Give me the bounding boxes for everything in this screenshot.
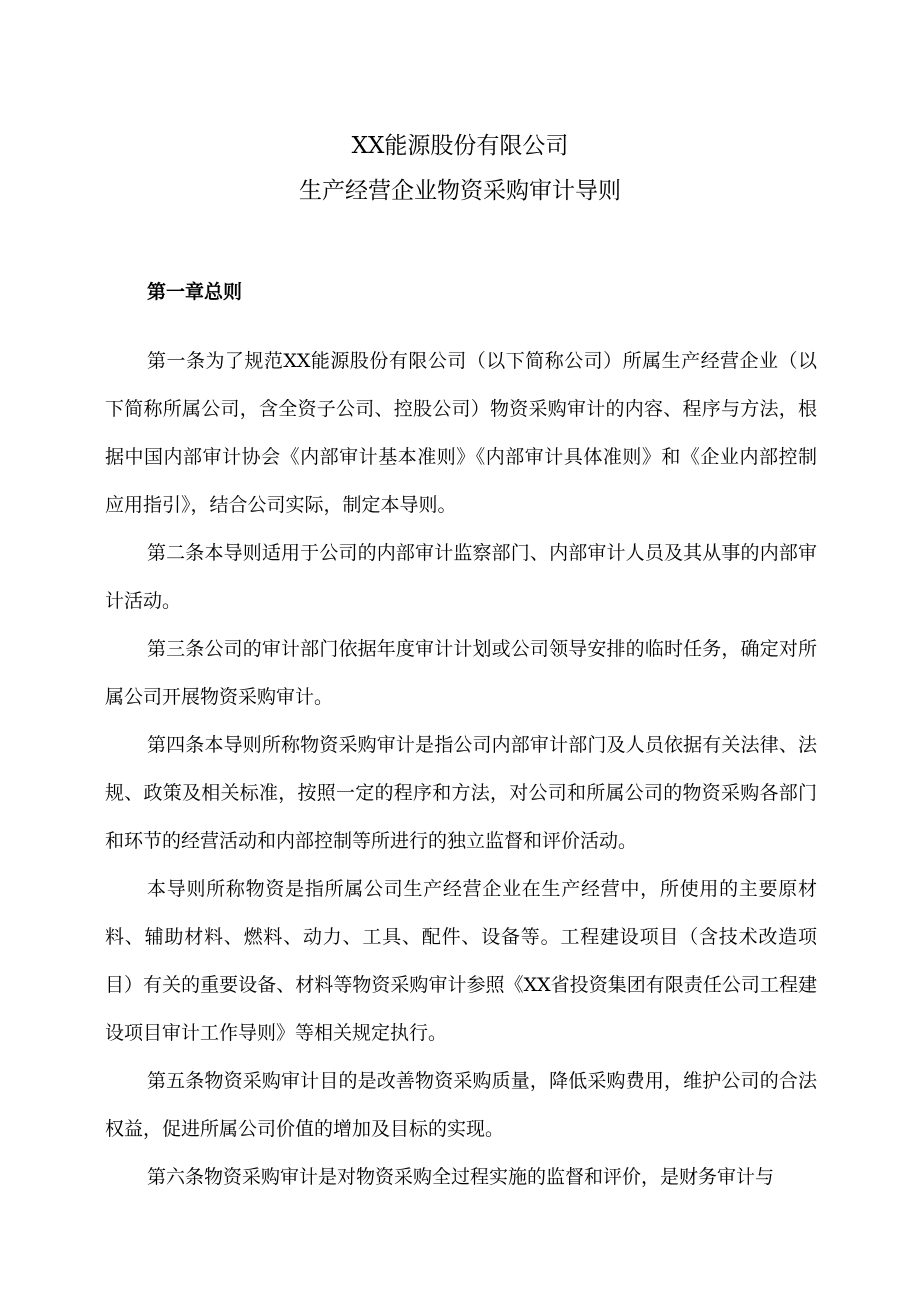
document-title-subject: 生产经营企业物资采购审计导则: [299, 178, 621, 204]
chapter-heading: 第一章总则: [147, 281, 243, 303]
article-6-paragraph: 第六条物资采购审计是对物资采购全过程实施的监督和评价，是财务审计与: [147, 1166, 775, 1188]
materials-definition-paragraph: 本导则所称物资是指所属公司生产经营企业在生产经营中，所使用的主要原材料、辅助材料、燃料、动力、工具、配件、设备等。工程建设项目（含技术改造项目）有关的重要设备、材料等物资采购审计参照《XX省投资集团有限责任公司工程建设项目审计工作导则》等相关规定执行。: [105, 878, 817, 1044]
article-5-paragraph: 第五条物资采购审计目的是改善物资采购质量，降低采购费用，维护公司的合法权益，促进所属公司价值的增加及目标的实现。: [105, 1070, 817, 1140]
article-2-paragraph: 第二条本导则适用于公司的内部审计监察部门、内部审计人员及其从事的内部审计活动。: [105, 542, 817, 612]
article-4-paragraph: 第四条本导则所称物资采购审计是指公司内部审计部门及人员依据有关法律、法规、政策及相关标准，按照一定的程序和方法，对公司和所属公司的物资采购各部门和环节的经营活动和内部控制等所进行的独立监督和评价活动。: [105, 734, 817, 852]
document-title-company: XX能源股份有限公司: [351, 133, 569, 159]
article-3-paragraph: 第三条公司的审计部门依据年度审计计划或公司领导安排的临时任务，确定对所属公司开展物资采购审计。: [105, 638, 817, 708]
article-1-paragraph: 第一条为了规范XX能源股份有限公司（以下简称公司）所属生产经营企业（以下简称所属公司，含全资子公司、控股公司）物资采购审计的内容、程序与方法，根据中国内部审计协会《内部审计基本准则》《内部审计具体准则》和《企业内部控制应用指引》，结合公司实际，制定本导则。: [105, 350, 817, 516]
